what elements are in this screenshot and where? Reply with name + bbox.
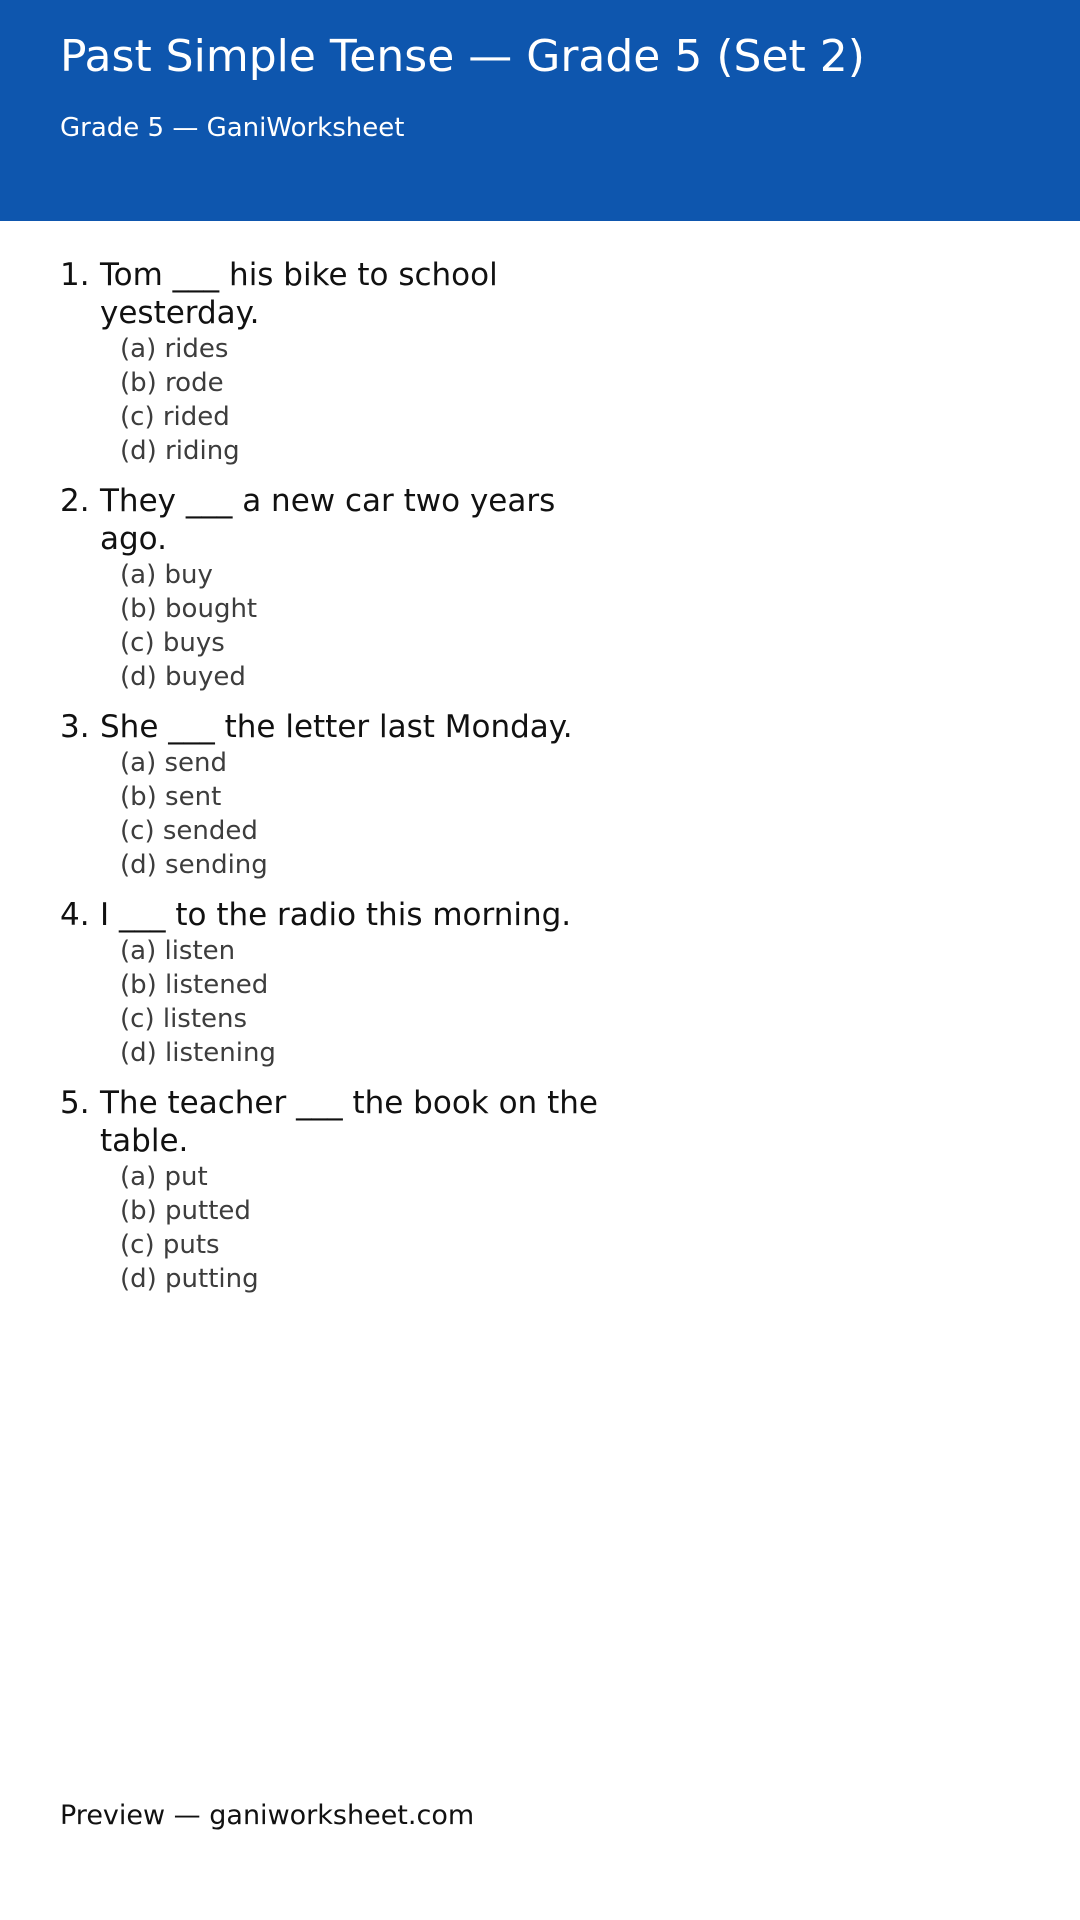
answer-options: [60, 934, 620, 1070]
answer-option-d: (d) listening: [120, 1038, 276, 1068]
answer-option-b: (b) putted: [120, 1196, 251, 1226]
question-stem: [60, 482, 620, 558]
answer-option-c: (c) puts: [120, 1230, 220, 1260]
answer-option-c: (c) buys: [120, 628, 225, 658]
worksheet-subtitle: Grade 5 — GaniWorksheet: [60, 113, 405, 143]
question-stem: [60, 1084, 620, 1160]
answer-options: [60, 1160, 620, 1296]
worksheet-header: [0, 0, 1080, 221]
question-number: 1.: [60, 257, 90, 293]
answer-option-b: (b) rode: [120, 368, 224, 398]
answer-option-c: (c) rided: [120, 402, 230, 432]
answer-option-a: (a) put: [120, 1162, 208, 1192]
answer-option-d: (d) buyed: [120, 662, 246, 692]
question-stem: [60, 896, 620, 934]
answer-option-b: (b) sent: [120, 782, 222, 812]
question-text: She ___ the letter last Monday.: [100, 709, 573, 745]
answer-option-a: (a) send: [120, 748, 228, 778]
answer-option-a: (a) buy: [120, 560, 213, 590]
preview-footer: Preview — ganiworksheet.com: [60, 1800, 475, 1831]
question-text: They ___ a new car two years ago.: [100, 483, 556, 557]
question-text: The teacher ___ the book on the table.: [100, 1085, 598, 1159]
question-3: [60, 708, 620, 882]
question-list: [60, 256, 620, 1310]
answer-option-c: (c) listens: [120, 1004, 248, 1034]
answer-option-b: (b) listened: [120, 970, 269, 1000]
question-text: Tom ___ his bike to school yesterday.: [100, 257, 498, 331]
question-5: [60, 1084, 620, 1296]
question-number: 5.: [60, 1085, 90, 1121]
question-number: 4.: [60, 897, 90, 933]
answer-options: [60, 332, 620, 468]
question-stem: [60, 256, 620, 332]
question-number: 2.: [60, 483, 90, 519]
answer-option-a: (a) listen: [120, 936, 236, 966]
answer-option-b: (b) bought: [120, 594, 258, 624]
worksheet-title: Past Simple Tense — Grade 5 (Set 2): [60, 31, 865, 82]
answer-option-d: (d) sending: [120, 850, 268, 880]
answer-option-d: (d) riding: [120, 436, 240, 466]
answer-option-d: (d) putting: [120, 1264, 259, 1294]
answer-option-a: (a) rides: [120, 334, 229, 364]
question-1: [60, 256, 620, 468]
answer-options: [60, 746, 620, 882]
question-number: 3.: [60, 709, 90, 745]
answer-options: [60, 558, 620, 694]
question-text: I ___ to the radio this morning.: [100, 897, 572, 933]
question-2: [60, 482, 620, 694]
question-4: [60, 896, 620, 1070]
question-stem: [60, 708, 620, 746]
answer-option-c: (c) sended: [120, 816, 258, 846]
